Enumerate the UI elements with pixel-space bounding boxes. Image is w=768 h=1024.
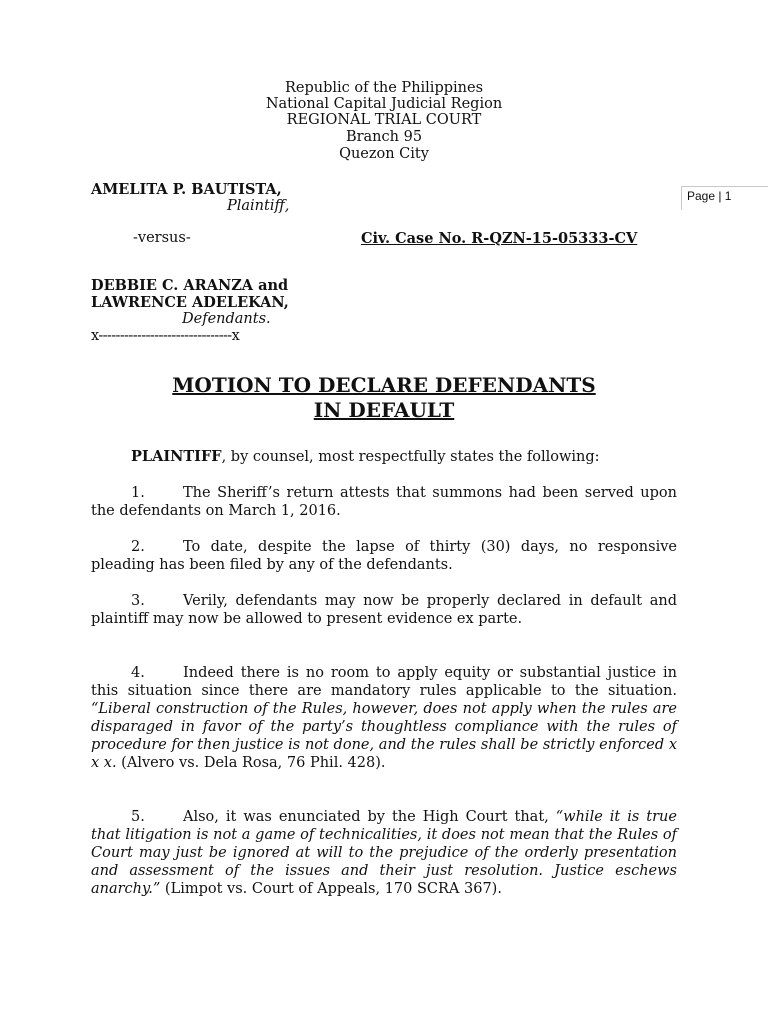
header-city: Quezon City bbox=[339, 146, 429, 162]
paragraph-5-number: 5. bbox=[131, 809, 145, 825]
paragraph-4-quote: “Liberal construction of the Rules, however, does not apply when the rules are disparaged in favor of the party’s thoughtless compliance with the rules of procedure for then justice is not done, and the rules shall be strictly enforced x x x. bbox=[91, 701, 677, 771]
paragraph-2 bbox=[91, 538, 677, 574]
paragraph-3-number: 3. bbox=[131, 593, 145, 609]
paragraph-5 bbox=[91, 808, 677, 898]
plaintiff-role: Plaintiff, bbox=[227, 198, 290, 214]
paragraph-2-number: 2. bbox=[131, 539, 145, 555]
paragraph-4-citation: (Alvero vs. Dela Rosa, 76 Phil. 428). bbox=[116, 755, 386, 771]
paragraph-4-number: 4. bbox=[131, 665, 145, 681]
motion-title-text2: IN DEFAULT bbox=[313, 398, 455, 422]
page-number-label: Page | 1 bbox=[687, 189, 732, 203]
defendant-name-line1: DEBBIE C. ARANZA and bbox=[91, 277, 289, 294]
motion-title-line1 bbox=[0, 371, 768, 399]
paragraph-1-number: 1. bbox=[131, 485, 145, 501]
plaintiff-name: AMELITA P. BAUTISTA, bbox=[91, 181, 282, 198]
motion-title-line2 bbox=[0, 396, 768, 424]
page-label-bar bbox=[681, 186, 682, 210]
paragraph-3-text: Verily, defendants may now be properly declared in default and plaintiff may now be allowed to present evidence ex parte. bbox=[91, 593, 677, 627]
header-branch: Branch 95 bbox=[345, 129, 423, 145]
intro-party: PLAINTIFF bbox=[131, 448, 222, 465]
paragraph-1 bbox=[91, 484, 677, 520]
paragraph-5-citation: (Limpot vs. Court of Appeals, 170 SCRA 367). bbox=[160, 881, 502, 897]
defendant-role: Defendants. bbox=[182, 311, 271, 327]
intro-paragraph bbox=[91, 448, 677, 466]
header-court: REGIONAL TRIAL COURT bbox=[286, 112, 482, 128]
paragraph-5-text: Also, it was enunciated by the High Court that, bbox=[183, 809, 556, 825]
intro-text: , by counsel, most respectfully states the following: bbox=[221, 449, 600, 465]
paragraph-4-text: Indeed there is no room to apply equity or substantial justice in this situation since there are mandatory rules applicable to the situation. bbox=[91, 665, 677, 699]
paragraph-5-quote: “while it is true that litigation is not a game of technicalities, it does not mean that the Rules of Court may just be ignored at will to the prejudice of the orderly presentation and assessment of the issues and their just resolution. Justice eschews anarchy.” bbox=[91, 809, 677, 897]
paragraph-2-text: To date, despite the lapse of thirty (30) days, no responsive pleading has been filed by any of the defendants. bbox=[91, 539, 677, 573]
header-republic: Republic of the Philippines bbox=[284, 80, 484, 96]
header-region: National Capital Judicial Region bbox=[265, 96, 503, 112]
caption-separator: x-------------------------------x bbox=[91, 328, 240, 344]
page-label-rule bbox=[681, 186, 768, 187]
case-number: Civ. Case No. R-QZN-15-05333-CV bbox=[361, 230, 638, 247]
defendant-name-line2: LAWRENCE ADELEKAN, bbox=[91, 294, 289, 311]
paragraph-3 bbox=[91, 592, 677, 628]
versus-label: -versus- bbox=[133, 230, 191, 246]
motion-title-text1: MOTION TO DECLARE DEFENDANTS bbox=[172, 373, 596, 397]
paragraph-1-text: The Sheriff’s return attests that summons had been served upon the defendants on March 1, 2016. bbox=[91, 485, 677, 519]
paragraph-4 bbox=[91, 664, 677, 772]
